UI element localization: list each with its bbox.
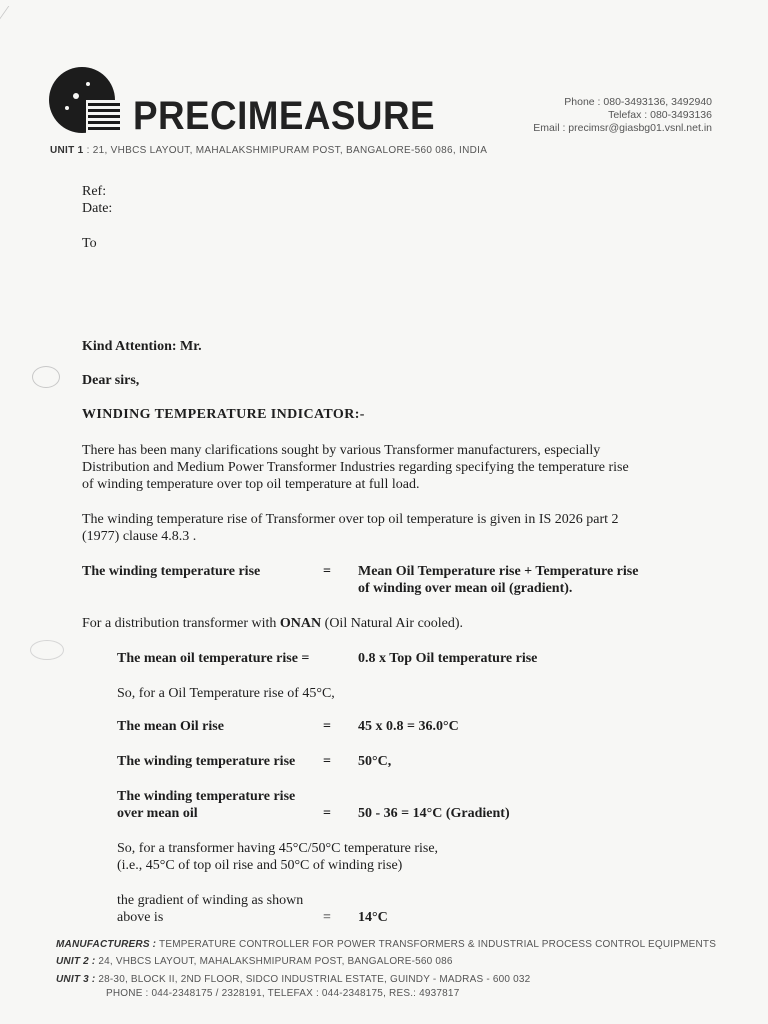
- unit3-text: 28-30, BLOCK II, 2ND FLOOR, SIDCO INDUSTRIAL ESTATE, GUINDY - MADRAS - 600 032: [98, 974, 531, 985]
- onan-line: [82, 615, 463, 632]
- gradient-label-1: The winding temperature rise: [117, 789, 296, 804]
- mean-oil-value: 0.8 x Top Oil temperature rise: [358, 651, 538, 666]
- unit1-text: : 21, VHBCS LAYOUT, MAHALAKSHMIPURAM POST, BANGALORE-560 086, INDIA: [86, 145, 488, 156]
- onan-suffix: (Oil Natural Air cooled).: [321, 616, 464, 631]
- gradient-label-2: over mean oil: [117, 806, 198, 821]
- mean-rise-label: The mean Oil rise: [117, 719, 224, 734]
- kind-attention: Kind Attention: Mr.: [82, 339, 202, 354]
- definition-value-2: of winding over mean oil (gradient).: [358, 581, 573, 596]
- manufacturers-text: TEMPERATURE CONTROLLER FOR POWER TRANSFORMERS & INDUSTRIAL PROCESS CONTROL EQUIPMENTS: [159, 939, 717, 950]
- unit1-address: [50, 145, 487, 156]
- shown-line-2: above is: [117, 910, 164, 925]
- manufacturers-label: MANUFACTURERS :: [56, 939, 157, 950]
- unit1-label: UNIT 1: [50, 145, 84, 156]
- standard-paragraph: [82, 511, 682, 545]
- email-address: Email : precimsr@giasbg01.vsnl.net.in: [533, 122, 712, 134]
- intro-paragraph: [82, 442, 682, 493]
- scan-mark-hole-1: [32, 366, 60, 388]
- definition-value-1: Mean Oil Temperature rise + Temperature rise: [358, 564, 639, 579]
- having-line-1: So, for a transformer having 45°C/50°C temperature rise,: [117, 841, 439, 856]
- footer-unit2: [56, 956, 453, 967]
- winding-rise-equals: =: [323, 754, 331, 769]
- phone-number: Phone : 080-3493136, 3492940: [564, 96, 712, 108]
- footer-unit3: [56, 974, 530, 985]
- scan-mark-corner: [0, 6, 35, 24]
- unit3-label: UNIT 3 :: [56, 974, 96, 985]
- definition-label: The winding temperature rise: [82, 564, 261, 579]
- ref-label: Ref:: [82, 184, 107, 199]
- mean-rise-value: 45 x 0.8 = 36.0°C: [358, 719, 459, 734]
- winding-rise-value: 50°C,: [358, 754, 392, 769]
- intro-line-1: There has been many clarifications sought by various Transformer manufacturers, especially: [82, 443, 601, 458]
- company-name: PRECIMEASURE: [133, 94, 436, 138]
- so-line: So, for a Oil Temperature rise of 45°C,: [117, 686, 335, 701]
- having-line-2: (i.e., 45°C of top oil rise and 50°C of winding rise): [117, 858, 403, 873]
- onan-term: ONAN: [279, 616, 322, 631]
- standard-line-2: (1977) clause 4.8.3 .: [82, 529, 197, 544]
- standard-line-1: The winding temperature rise of Transformer over top oil temperature is given in IS 2026 part 2: [82, 512, 619, 527]
- mean-rise-equals: =: [323, 719, 331, 734]
- unit2-label: UNIT 2 :: [56, 956, 96, 967]
- mean-oil-label: The mean oil temperature rise =: [117, 651, 310, 666]
- definition-equals: =: [323, 564, 331, 579]
- footer-manufacturers: [56, 939, 716, 950]
- gradient-value: 50 - 36 = 14°C (Gradient): [358, 806, 510, 821]
- footer-phone: PHONE : 044-2348175 / 2328191, TELEFAX : 044-2348175, RES.: 4937817: [106, 988, 460, 999]
- telefax-number: Telefax : 080-3493136: [608, 109, 712, 121]
- shown-value: 14°C: [358, 910, 388, 925]
- subject-heading: WINDING TEMPERATURE INDICATOR:-: [82, 407, 365, 422]
- gradient-equals: =: [323, 806, 331, 821]
- to-label: To: [82, 236, 97, 251]
- winding-rise-label: The winding temperature rise: [117, 754, 296, 769]
- unit2-text: 24, VHBCS LAYOUT, MAHALAKSHMIPURAM POST, BANGALORE-560 086: [98, 956, 453, 967]
- intro-line-2: Distribution and Medium Power Transformer Industries regarding specifying the temperature rise: [82, 460, 629, 475]
- onan-prefix: For a distribution transformer with: [82, 616, 280, 631]
- date-label: Date:: [82, 201, 113, 216]
- contact-block: [533, 96, 712, 135]
- shown-line-1: the gradient of winding as shown: [117, 893, 304, 908]
- company-logo: [48, 66, 122, 134]
- scan-mark-hole-2: [30, 640, 64, 660]
- salutation: Dear sirs,: [82, 373, 140, 388]
- shown-equals: =: [323, 910, 331, 925]
- intro-line-3: of winding temperature over top oil temperature at full load.: [82, 477, 420, 492]
